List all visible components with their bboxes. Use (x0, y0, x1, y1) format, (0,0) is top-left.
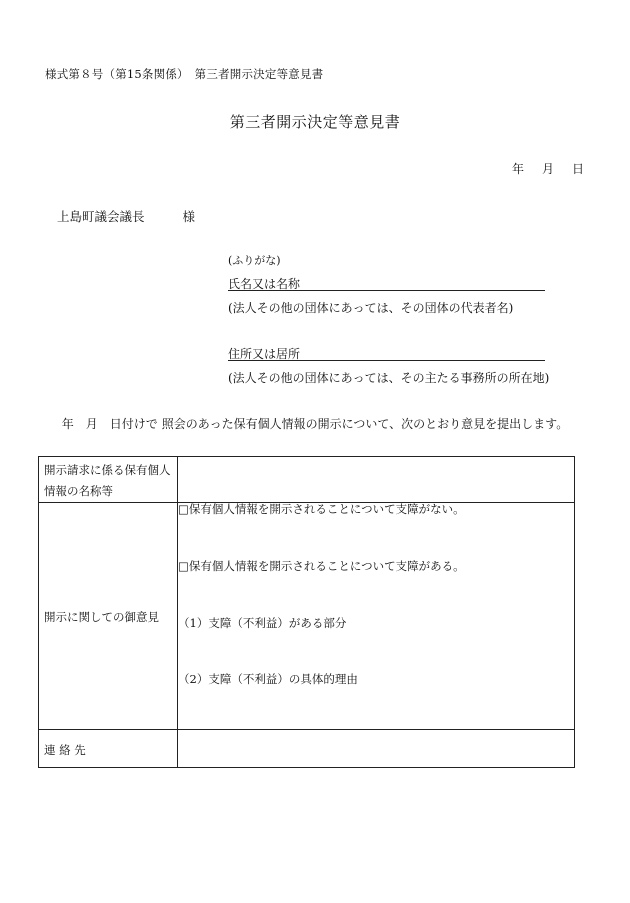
form-number: 様式第８号（第15条関係） 第三者開示決定等意見書 (45, 67, 324, 81)
objection-reason-label: （2）支障（不利益）の具体的理由 (178, 672, 358, 686)
name-line (228, 290, 545, 291)
info-name-field[interactable] (178, 457, 575, 503)
recipient-name: 上島町議会議長 (57, 209, 145, 224)
table-row (39, 730, 575, 768)
date-month: 月 (541, 162, 554, 176)
name-note: (法人その他の団体にあっては、その団体の代表者名) (228, 301, 514, 315)
option-no-objection[interactable]: □保有個人情報を開示されることについて支障がない。 (178, 502, 465, 516)
date-day: 日 (571, 162, 584, 176)
contact-field[interactable] (178, 730, 575, 768)
furigana-label: (ふりがな) (228, 254, 281, 267)
addressee (57, 207, 195, 225)
date-line (494, 160, 584, 177)
contact-label: 連 絡 先 (39, 730, 178, 768)
intro-sentence (0, 415, 630, 432)
name-label: 氏名又は名称 (228, 277, 301, 291)
info-name-label: 開示請求に係る保有個人情報の名称等 (39, 457, 178, 503)
objection-part-label: （1）支障（不利益）がある部分 (178, 616, 347, 630)
address-label: 住所又は居所 (228, 347, 301, 361)
address-line (228, 360, 545, 361)
intro-date-lead: 年 月 日付けで (61, 417, 158, 431)
table-row (39, 457, 575, 503)
recipient-honorific: 様 (182, 209, 196, 224)
opinion-label: 開示に関しての御意見 (39, 503, 178, 730)
option-objection[interactable]: □保有個人情報を開示されることについて支障がある。 (178, 559, 465, 573)
date-year: 年 (511, 162, 524, 176)
document-title: 第三者開示決定等意見書 (229, 113, 401, 131)
address-note: (法人その他の団体にあっては、その主たる事務所の所在地) (228, 371, 550, 385)
intro-text: 照会のあった保有個人情報の開示について、次のとおり意見を提出します。 (161, 417, 569, 431)
